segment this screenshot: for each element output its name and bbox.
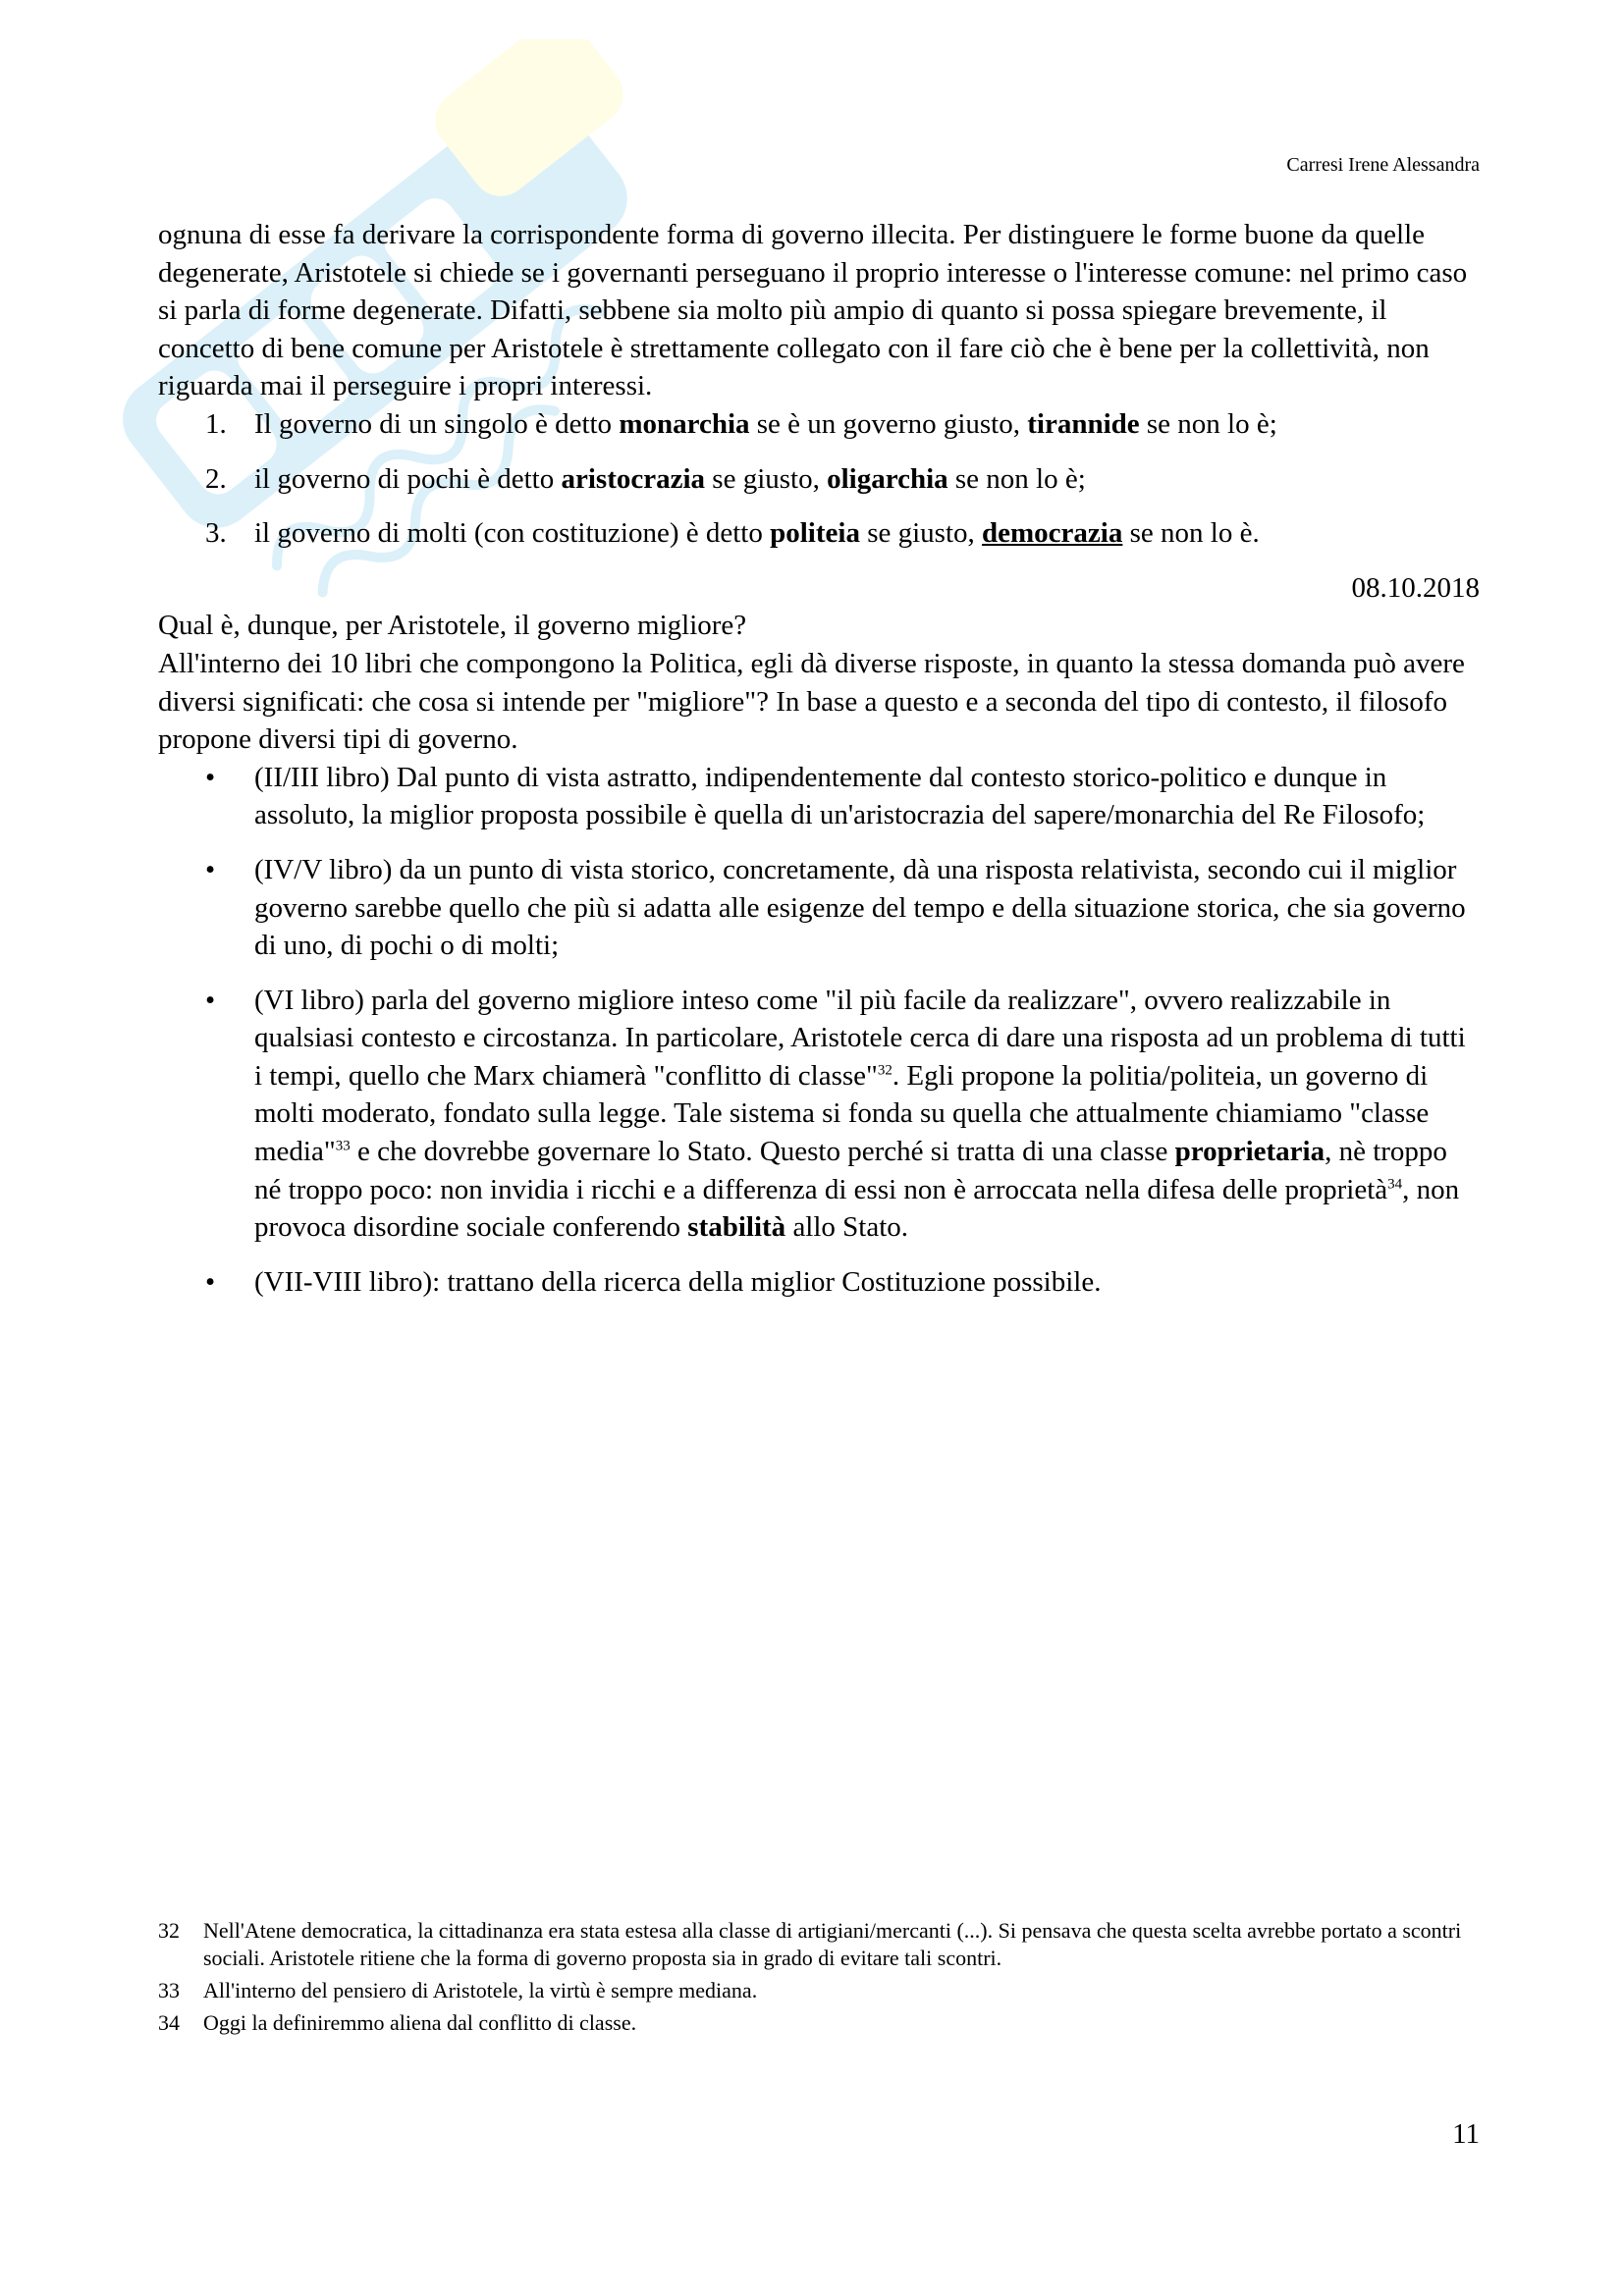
list-number: 3. — [205, 517, 227, 550]
footnote-number: 34 — [158, 2010, 180, 2035]
bullet-icon: • — [205, 1265, 216, 1298]
term-politeia: politeia — [770, 517, 860, 550]
footnote-ref-34[interactable]: 34 — [1387, 1176, 1403, 1192]
footnote-ref-33[interactable]: 33 — [335, 1138, 351, 1154]
term-monarchia: monarchia — [619, 407, 750, 440]
footnote-32 — [158, 1917, 1480, 1972]
footnote-text: Oggi la definiremmo aliena dal conflitto di classe. — [203, 2010, 637, 2035]
bullet-icon: • — [205, 853, 216, 885]
bullet-icon: • — [205, 761, 216, 793]
term-oligarchia: oligarchia — [827, 462, 948, 495]
list-number: 2. — [205, 462, 227, 495]
footnotes — [158, 1917, 1480, 2042]
main-content — [158, 216, 1480, 1317]
list-item: 3. il governo di molti (con costituzione) è detto politeia se giusto, democrazia se non lo è. — [158, 514, 1480, 553]
list-item: • (IV/V libro) da un punto di vista storico, concretamente, dà una risposta relativista, secondo cui il miglior governo sarebbe quello che più si adatta alle esigenze del tempo e della situazione storica, che sia governo di uno, di pochi o di molti; — [158, 851, 1480, 965]
government-forms-list — [158, 405, 1480, 553]
footnote-34 — [158, 2009, 1480, 2037]
author-header: Carresi Irene Alessandra — [1286, 154, 1480, 176]
term-aristocrazia: aristocrazia — [561, 462, 706, 495]
footnote-number: 33 — [158, 1978, 180, 2002]
footnote-text: Nell'Atene democratica, la cittadinanza era stata estesa alla classe di artigiani/mercanti (...). Si pensava che questa scelta avrebbe portato a scontri sociali. Aristotele ritiene che la forma di governo proposta sia in grado di evitare tali scontri. — [203, 1918, 1462, 1970]
paragraph-intro: ognuna di esse fa derivare la corrispondente forma di governo illecita. Per distinguere le forme buone da quelle degenerate, Aristotele si chiede se i governanti perseguano il proprio interesse o l'interesse comune: nel primo caso si parla di forme degenerate. Difatti, sebbene sia molto più ampio di quanto si possa spiegare brevemente, il concetto di bene comune per Aristotele è strettamente collegato con il fare ciò che è bene per la collettività, non riguarda mai il perseguire i propri interessi. — [158, 219, 1468, 402]
footnote-number: 32 — [158, 1918, 180, 1943]
lecture-date: 08.10.2018 — [1351, 571, 1480, 604]
books-list — [158, 759, 1480, 1302]
term-proprietaria: proprietaria — [1174, 1136, 1325, 1168]
list-item: • (II/III libro) Dal punto di vista astratto, indipendentemente dal contesto storico-politico e dunque in assoluto, la miglior proposta possibile è quella di un'aristocrazia del sapere/monarchia del Re Filosofo; — [158, 759, 1480, 834]
list-item: 1. Il governo di un singolo è detto monarchia se è un governo giusto, tirannide se non lo è; — [158, 405, 1480, 444]
paragraph-books-intro: All'interno dei 10 libri che compongono la Politica, egli dà diverse risposte, in quanto la stessa domanda può avere diversi significati: che cosa si intende per "migliore"? In base a questo e a seconda del tipo di contesto, il filosofo propone diversi tipi di governo. — [158, 647, 1465, 756]
list-item: • (VI libro) parla del governo migliore inteso come "il più facile da realizzare", ovvero realizzabile in qualsiasi contesto e circostanza. In particolare, Aristotele cerca di dare una risposta ad un problema di tutti i tempi, quello che Marx chiamerà "conflitto di classe"$^{32}$. Egli propone la politia/politeia, un governo di molti moderato, fondato sulla legge. Tale sistema si fonda su quella che attualmente chiamiamo "classe media"$^{33}$ e che dovrebbe governare lo Stato. Questo perché si tratta di una classe proprietaria, nè troppo né troppo poco: non invidia i ricchi e a differenza di essi non è arroccata nella difesa delle proprietà$^{34}$, non provoca disordine sociale conferendo stabilità allo Stato. — [158, 982, 1480, 1247]
term-democrazia: democrazia — [982, 517, 1123, 550]
footnote-ref-32[interactable]: 32 — [877, 1062, 893, 1079]
term-tirannide: tirannide — [1027, 407, 1140, 440]
bullet-icon: • — [205, 984, 216, 1016]
term-stabilita: stabilità — [687, 1211, 786, 1244]
list-item: • (VII-VIII libro): trattano della ricerca della miglior Costituzione possibile. — [158, 1263, 1480, 1302]
page-number: 11 — [1452, 2118, 1480, 2150]
list-item: 2. il governo di pochi è detto aristocrazia se giusto, oligarchia se non lo è; — [158, 460, 1480, 499]
section-question: Qual è, dunque, per Aristotele, il governo migliore? — [158, 610, 747, 642]
footnote-33 — [158, 1977, 1480, 2004]
footnote-text: All'interno del pensiero di Aristotele, la virtù è sempre mediana. — [203, 1978, 758, 2002]
list-number: 1. — [205, 407, 227, 440]
